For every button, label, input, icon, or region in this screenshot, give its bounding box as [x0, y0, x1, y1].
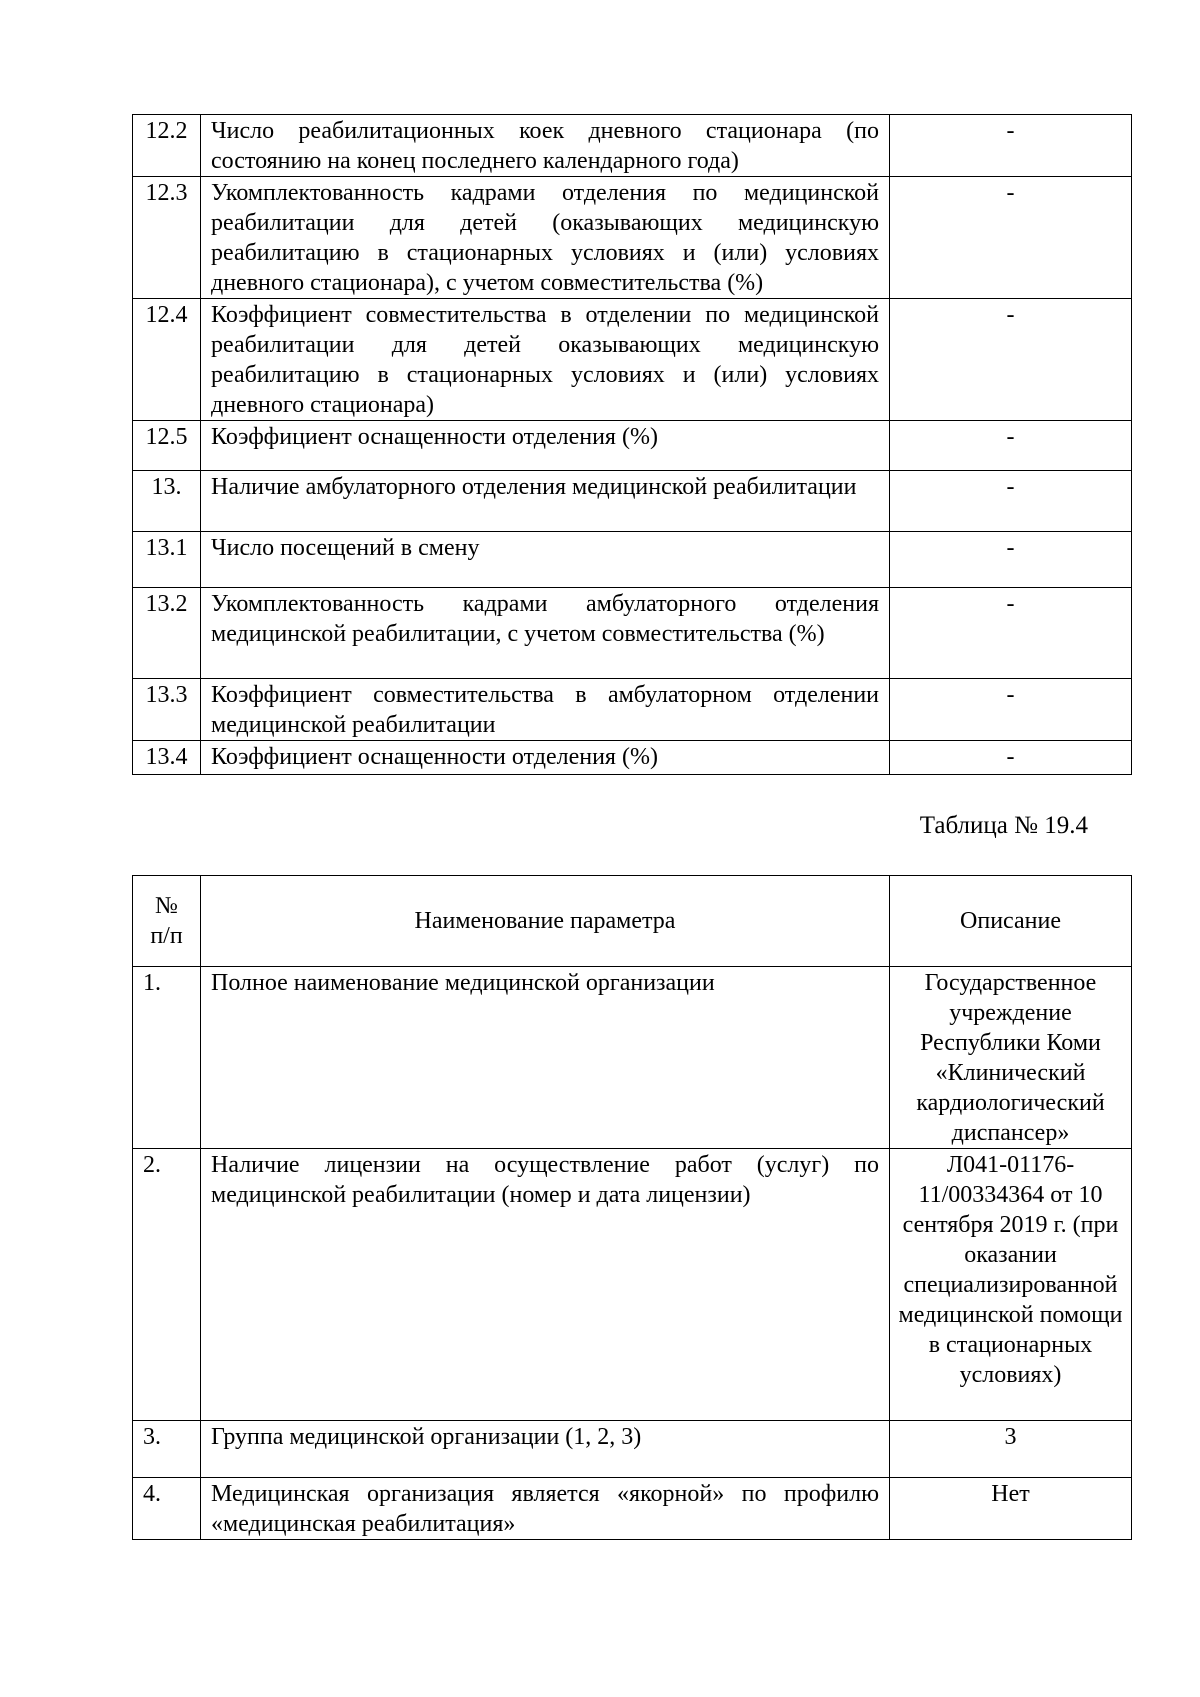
table-row [133, 967, 1132, 1149]
table-row [133, 532, 1132, 588]
table-row [133, 679, 1132, 741]
row-number: 13.2 [133, 588, 201, 679]
row-number: 4. [133, 1478, 201, 1540]
parameter-name: Полное наименование медицинской организации [201, 967, 890, 1149]
parameter-value: Государственное учреждение Республики Коми «Клинический кардиологический диспансер» [890, 967, 1132, 1149]
parameter-name: Укомплектованность кадрами отделения по медицинской реабилитации для детей (оказывающих медицинскую реабилитацию в стационарных условиях и (или) условиях дневного стационара), с учетом совместительства (%) [201, 177, 890, 299]
row-number: 13. [133, 471, 201, 532]
parameter-value: - [890, 679, 1132, 741]
row-number: 13.1 [133, 532, 201, 588]
parameter-name: Число реабилитационных коек дневного стационара (по состоянию на конец последнего календарного года) [201, 115, 890, 177]
column-header-number-line1: № [155, 893, 178, 919]
table-row [133, 588, 1132, 679]
table-row [133, 1421, 1132, 1478]
row-number: 12.3 [133, 177, 201, 299]
parameter-value: - [890, 471, 1132, 532]
row-number: 12.5 [133, 421, 201, 471]
table-header-row [133, 876, 1132, 967]
row-number: 12.4 [133, 299, 201, 421]
column-header-number [133, 876, 201, 967]
parameter-name: Коэффициент оснащенности отделения (%) [201, 741, 890, 775]
parameter-name: Медицинская организация является «якорной» по профилю «медицинская реабилитация» [201, 1478, 890, 1540]
row-number: 3. [133, 1421, 201, 1478]
row-number: 1. [133, 967, 201, 1149]
parameter-value: - [890, 115, 1132, 177]
parameter-name: Число посещений в смену [201, 532, 890, 588]
parameter-value: Л041-01176-11/00334364 от 10 сентября 2019 г. (при оказании специализированной медицинской помощи в стационарных условиях) [890, 1149, 1132, 1421]
table-row [133, 1478, 1132, 1540]
parameters-table-continued [132, 114, 1132, 775]
parameter-value: Нет [890, 1478, 1132, 1540]
parameter-value: - [890, 532, 1132, 588]
parameter-value: - [890, 177, 1132, 299]
table-caption: Таблица № 19.4 [919, 812, 1088, 839]
table-row [133, 471, 1132, 532]
row-number: 13.4 [133, 741, 201, 775]
parameter-value: - [890, 421, 1132, 471]
parameter-value: - [890, 299, 1132, 421]
table-row [133, 421, 1132, 471]
parameter-name: Группа медицинской организации (1, 2, 3) [201, 1421, 890, 1478]
parameter-name: Укомплектованность кадрами амбулаторного отделения медицинской реабилитации, с учетом совместительства (%) [201, 588, 890, 679]
table-row [133, 115, 1132, 177]
row-number: 2. [133, 1149, 201, 1421]
parameter-value: - [890, 588, 1132, 679]
table-row [133, 741, 1132, 775]
parameters-table-19-4 [132, 875, 1132, 1540]
parameter-name: Коэффициент совместительства в отделении по медицинской реабилитации для детей оказывающих медицинскую реабилитацию в стационарных условиях и (или) условиях дневного стационара) [201, 299, 890, 421]
row-number: 12.2 [133, 115, 201, 177]
parameter-name: Коэффициент оснащенности отделения (%) [201, 421, 890, 471]
column-header-description: Описание [890, 876, 1132, 967]
table-row [133, 1149, 1132, 1421]
parameter-name: Коэффициент совместительства в амбулаторном отделении медицинской реабилитации [201, 679, 890, 741]
parameter-name: Наличие лицензии на осуществление работ (услуг) по медицинской реабилитации (номер и дата лицензии) [201, 1149, 890, 1421]
parameter-value: - [890, 741, 1132, 775]
parameter-name: Наличие амбулаторного отделения медицинской реабилитации [201, 471, 890, 532]
table-row [133, 177, 1132, 299]
row-number: 13.3 [133, 679, 201, 741]
column-header-number-line2: п/п [150, 923, 183, 949]
parameter-value: 3 [890, 1421, 1132, 1478]
column-header-name: Наименование параметра [201, 876, 890, 967]
table-row [133, 299, 1132, 421]
